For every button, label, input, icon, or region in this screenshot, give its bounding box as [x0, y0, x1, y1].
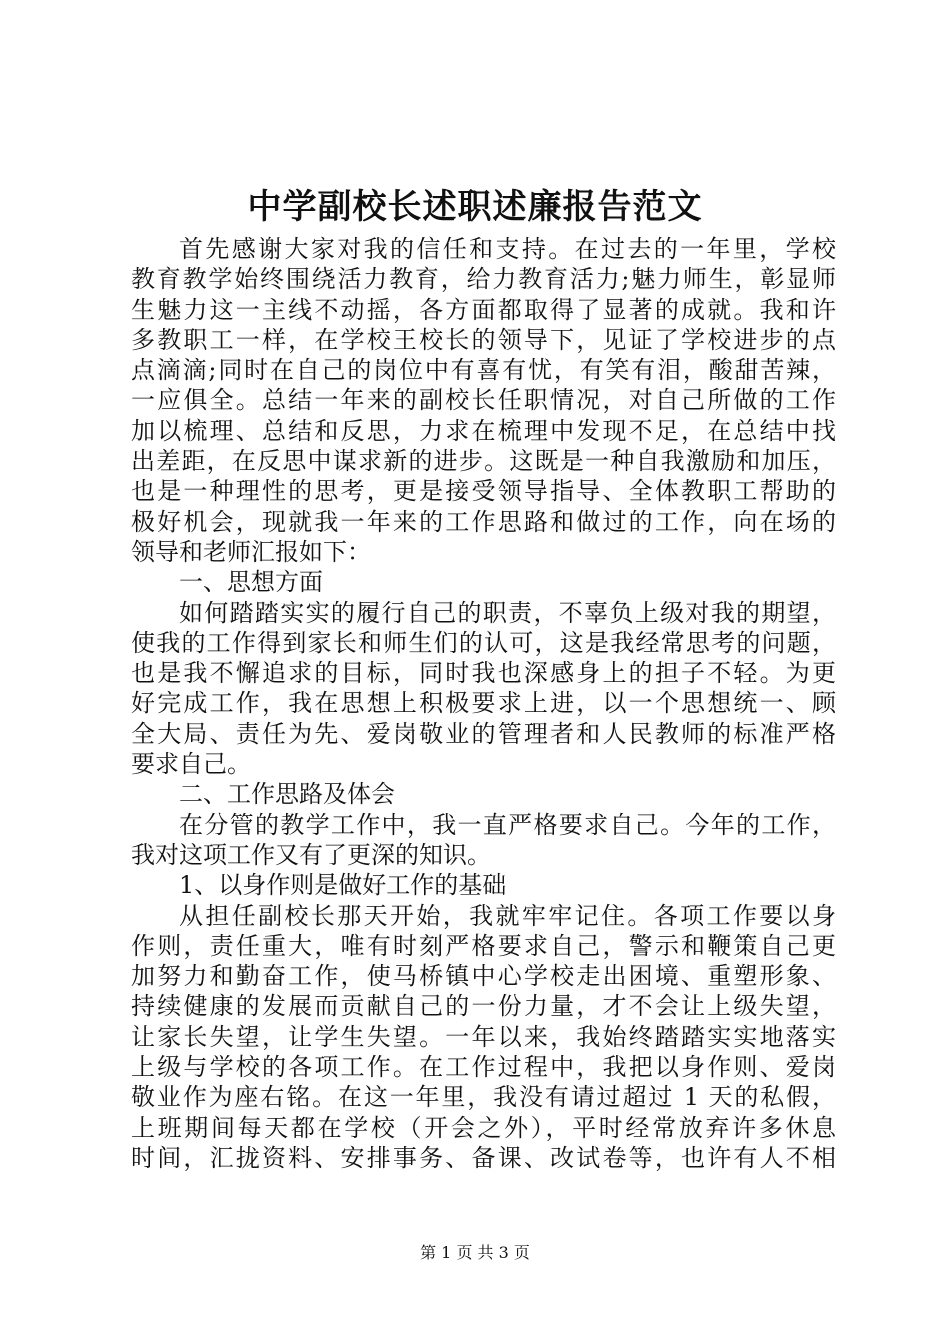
- text-line: 极好机会，现就我一年来的工作思路和做过的工作，向在场的: [131, 507, 836, 536]
- text-line: 生魅力这一主线不动摇，各方面都取得了显著的成就。我和许: [131, 295, 836, 324]
- text-line: 一应俱全。总结一年来的副校长任职情况，对自己所做的工作: [131, 386, 836, 415]
- text-line: 出差距，在反思中谋求新的进步。这既是一种自我激励和加压，: [131, 447, 836, 476]
- text-line: 上班期间每天都在学校（开会之外），平时经常放弃许多休息: [131, 1113, 836, 1142]
- text-line: 要求自己。: [131, 750, 251, 779]
- text-line: 时间，汇拢资料、安排事务、备课、改试卷等，也许有人不相: [131, 1143, 836, 1172]
- text-line: 也是一种理性的思考，更是接受领导指导、全体教职工帮助的: [131, 477, 836, 506]
- text-line: 在分管的教学工作中，我一直严格要求自己。今年的工作，: [179, 810, 836, 839]
- document-body: [131, 234, 836, 1173]
- text-line: 一、思想方面: [179, 568, 323, 597]
- text-line: 点滴滴;同时在自己的岗位中有喜有忧，有笑有泪，酸甜苦辣，: [131, 356, 836, 385]
- text-line: 上级与学校的各项工作。在工作过程中，我把以身作则、爱岗: [131, 1053, 836, 1082]
- document-title: 中学副校长述职述廉报告范文: [247, 187, 703, 227]
- text-line: 让家长失望，让学生失望。一年以来，我始终踏踏实实地落实: [131, 1022, 836, 1051]
- text-line: 从担任副校长那天开始，我就牢牢记住。各项工作要以身: [179, 901, 836, 930]
- text-line: 二、工作思路及体会: [179, 780, 395, 809]
- text-line: 全大局、责任为先、爱岗敬业的管理者和人民教师的标准严格: [131, 719, 836, 748]
- text-line: 加努力和勤奋工作，使马桥镇中心学校走出困境、重塑形象、: [131, 962, 836, 991]
- text-line: 使我的工作得到家长和师生们的认可，这是我经常思考的问题，: [131, 628, 836, 657]
- text-line: 好完成工作，我在思想上积极要求上进，以一个思想统一、顾: [131, 689, 836, 718]
- text-line: 也是我不懈追求的目标，同时我也深感身上的担子不轻。为更: [131, 659, 836, 688]
- page-footer: 第 1 页 共 3 页: [420, 1243, 530, 1262]
- text-line: 持续健康的发展而贡献自己的一份力量，才不会让上级失望，: [131, 992, 836, 1021]
- text-line: 首先感谢大家对我的信任和支持。在过去的一年里，学校: [179, 235, 836, 263]
- text-line: 教育教学始终围绕活力教育，给力教育活力;魅力师生，彰显师: [131, 265, 836, 294]
- text-line: 作则，责任重大，唯有时刻严格要求自己，警示和鞭策自己更: [131, 931, 836, 960]
- text-line: 加以梳理、总结和反思，力求在梳理中发现不足，在总结中找: [131, 416, 836, 445]
- text-line: 敬业作为座右铭。在这一年里，我没有请过超过 1 天的私假，: [131, 1083, 836, 1112]
- text-line: 领导和老师汇报如下：: [131, 537, 371, 566]
- text-line: 我对这项工作又有了更深的知识。: [131, 840, 491, 869]
- text-line: 如何踏踏实实的履行自己的职责，不辜负上级对我的期望，: [179, 598, 836, 627]
- text-line: 1、以身作则是做好工作的基础: [179, 871, 507, 900]
- text-line: 多教职工一样，在学校王校长的领导下，见证了学校进步的点: [131, 325, 836, 354]
